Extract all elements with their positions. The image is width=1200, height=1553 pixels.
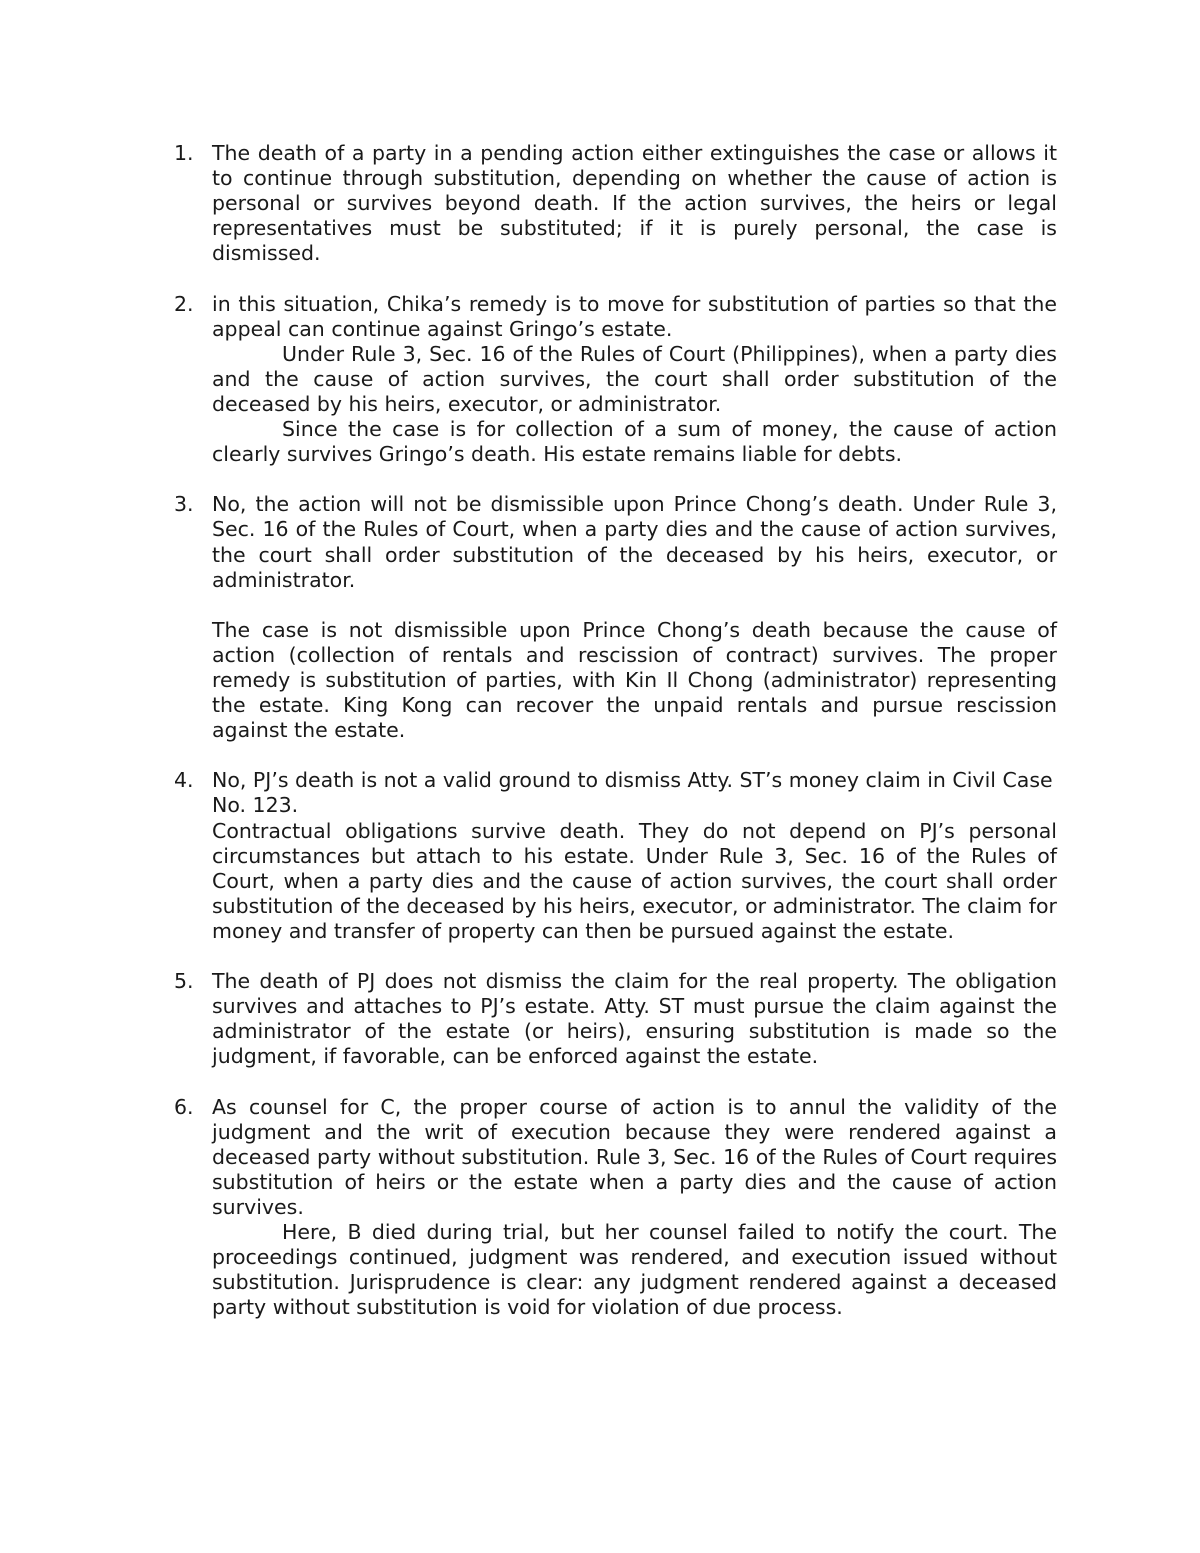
paragraph: Since the case is for collection of a sum of money, the cause of action clearly survives Gringo’s death. His estate remains liable for debts.	[212, 417, 1057, 467]
paragraph: Here, B died during trial, but her counsel failed to notify the court. The proceedings continued, judgment was rendered, and execution issued without substitution. Jurisprudence is clear: any judgment rendered against a deceased party without substitution is void for violation of due process.	[212, 1220, 1057, 1320]
item-number: 4.	[174, 768, 194, 793]
paragraph: in this situation, Chika’s remedy is to move for substitution of parties so that the appeal can continue against Gringo’s estate.	[212, 291, 1057, 341]
list-item-1	[174, 141, 1057, 266]
paragraph: The death of PJ does not dismiss the claim for the real property. The obligation survives and attaches to PJ’s estate. Atty. ST must pursue the claim against the administrator of the estate (or heirs), ensuring substitution is made so the judgment, if favorable, can be enforced against the estate.	[212, 969, 1057, 1069]
paragraph: The death of a party in a pending action either extinguishes the case or allows it to continue through substitution, depending on whether the cause of action is personal or survives beyond death. If the action survives, the heirs or legal representatives must be substituted; if it is purely personal, the case is dismissed.	[212, 141, 1057, 266]
paragraph: Contractual obligations survive death. They do not depend on PJ’s personal circumstances but attach to his estate. Under Rule 3, Sec. 16 of the Rules of Court, when a party dies and the cause of action survives, the court shall order substitution of the deceased by his heirs, executor, or administrator. The claim for money and transfer of property can then be pursued against the estate.	[212, 818, 1057, 943]
paragraph: Under Rule 3, Sec. 16 of the Rules of Court (Philippines), when a party dies and the cause of action survives, the court shall order substitution of the deceased by his heirs, executor, or administrator.	[212, 341, 1057, 416]
list-item-5	[174, 969, 1057, 1069]
numbered-answer-list	[174, 141, 1057, 1346]
paragraph: No, PJ’s death is not a valid ground to dismiss Atty. ST’s money claim in Civil Case No. 123.	[212, 768, 1053, 818]
paragraph: No, the action will not be dismissible upon Prince Chong’s death. Under Rule 3, Sec. 16 of the Rules of Court, when a party dies and the cause of action survives, the court shall order substitution of the deceased by his heirs, executor, or administrator.	[212, 492, 1057, 592]
list-item-3	[174, 492, 1057, 743]
item-number: 3.	[174, 492, 194, 517]
paragraph: The case is not dismissible upon Prince Chong’s death because the cause of action (collection of rentals and rescission of contract) survives. The proper remedy is substitution of parties, with Kin Il Chong (administrator) representing the estate. King Kong can recover the unpaid rentals and pursue rescission against the estate.	[212, 617, 1057, 743]
item-number: 1.	[174, 141, 194, 165]
item-number: 5.	[174, 969, 194, 994]
item-number: 6.	[174, 1094, 194, 1119]
item-number: 2.	[174, 291, 194, 316]
list-item-2	[174, 291, 1057, 468]
list-item-6	[174, 1094, 1057, 1321]
list-item-4	[174, 768, 1057, 944]
paragraph: As counsel for C, the proper course of action is to annul the validity of the judgment and the writ of execution because they were rendered against a deceased party without substitution. Rule 3, Sec. 16 of the Rules of Court requires substitution of heirs or the estate when a party dies and the cause of action survives.	[212, 1094, 1057, 1219]
